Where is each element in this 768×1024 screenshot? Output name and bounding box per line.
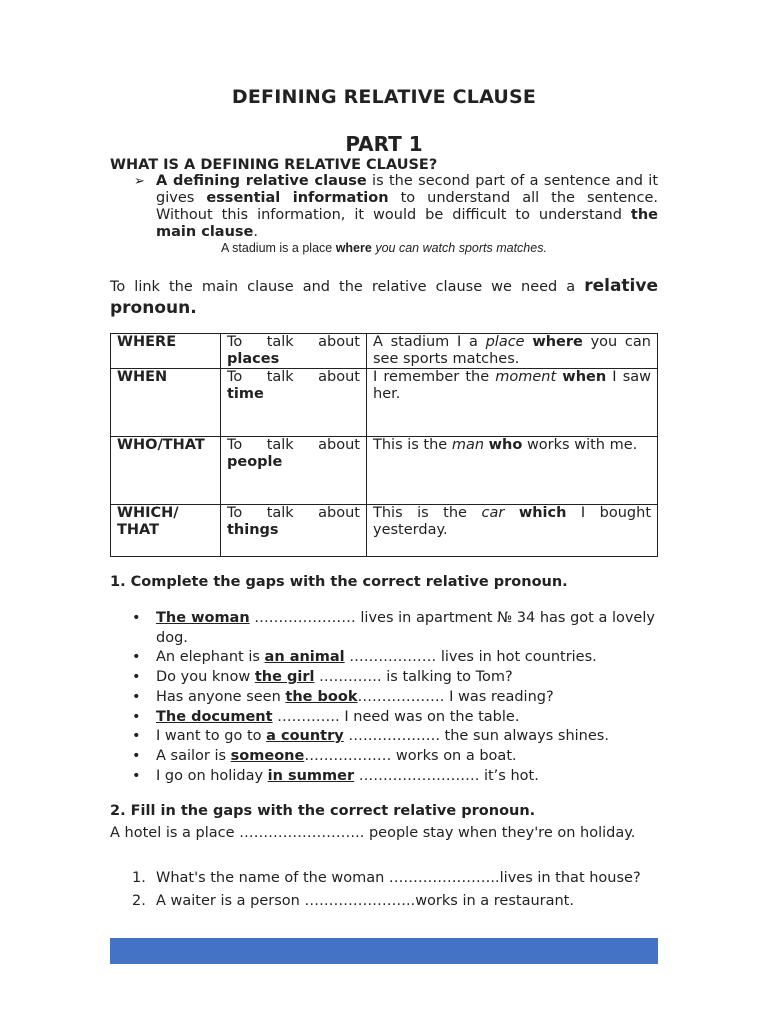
pronoun-cell: WHEN [111, 369, 221, 437]
usage-cell: To talk about people [221, 437, 367, 505]
list-item: • The woman ………………… lives in apartment № 34 has got a lovely dog. [132, 610, 655, 646]
bullet-icon: • [132, 708, 141, 725]
usage-cell: To talk about time [221, 369, 367, 437]
example-cell: I remember the moment when I saw her. [367, 369, 658, 437]
pronoun-cell: WHICH/ THAT [111, 505, 221, 557]
footer-bar [110, 938, 658, 964]
exercise2-list [110, 867, 658, 913]
example-cell: This is the man who works with me. [367, 437, 658, 505]
bullet-icon: • [132, 747, 141, 764]
bullet-icon: • [132, 767, 141, 784]
bullet-icon: • [132, 669, 141, 686]
example-cell: A stadium I a place where you can see sports matches. [367, 334, 658, 369]
list-item: • I want to go to a country ………………. the sun always shines. [110, 727, 658, 747]
exercise1-heading: 1. Complete the gaps with the correct relative pronoun. [110, 574, 568, 590]
pronoun-cell: WHO/THAT [111, 437, 221, 505]
bullet-icon: • [132, 649, 141, 666]
list-item: • An elephant is an animal ……………… lives in hot countries. [110, 648, 658, 668]
definition-paragraph: A defining relative clause is the second part of a sentence and it gives essential information to understand all the sentence. Without this information, it would be difficult to understand the main clause. [156, 173, 659, 240]
list-item: • Do you know the girl …………. is talking to Tom? [110, 668, 658, 688]
list-item: 1. What's the name of the woman …………………..lives in that house? [132, 870, 641, 886]
document-title: DEFINING RELATIVE CLAUSE [231, 86, 537, 108]
pronoun-table [110, 333, 658, 557]
table-row [111, 369, 658, 437]
example-sentence: A stadium is a place where you can watch sports matches. [221, 241, 547, 255]
bullet-icon: • [132, 688, 141, 705]
list-item: • Has anyone seen the book……………… I was reading? [110, 688, 658, 708]
table-row [111, 505, 658, 557]
usage-cell: To talk about places [221, 334, 367, 369]
link-paragraph: To link the main clause and the relative clause we need a relative pronoun. [110, 276, 658, 318]
list-item: 2. A waiter is a person …………………..works in a restaurant. [132, 893, 574, 909]
usage-cell: To talk about things [221, 505, 367, 557]
bullet-icon: • [132, 728, 141, 745]
list-item: • I go on holiday in summer ……………………. it’s hot. [110, 767, 658, 787]
part-heading: PART 1 [345, 132, 423, 156]
list-item: • The document …………. I need was on the table. [110, 708, 658, 728]
table-row [111, 437, 658, 505]
pronoun-cell: WHERE [111, 334, 221, 369]
question-heading: WHAT IS A DEFINING RELATIVE CLAUSE? [110, 157, 438, 173]
list-item: • A sailor is someone……………… works on a boat. [110, 747, 658, 767]
example-cell: This is the car which I bought yesterday. [367, 505, 658, 557]
arrow-bullet-icon: ➢ [134, 174, 145, 189]
exercise2-intro: A hotel is a place …………………….. people stay when they're on holiday. [110, 825, 636, 841]
table-row [111, 334, 658, 369]
exercise2-heading: 2. Fill in the gaps with the correct relative pronoun. [110, 803, 536, 819]
bullet-icon: • [132, 610, 141, 626]
exercise1-list [110, 609, 658, 786]
